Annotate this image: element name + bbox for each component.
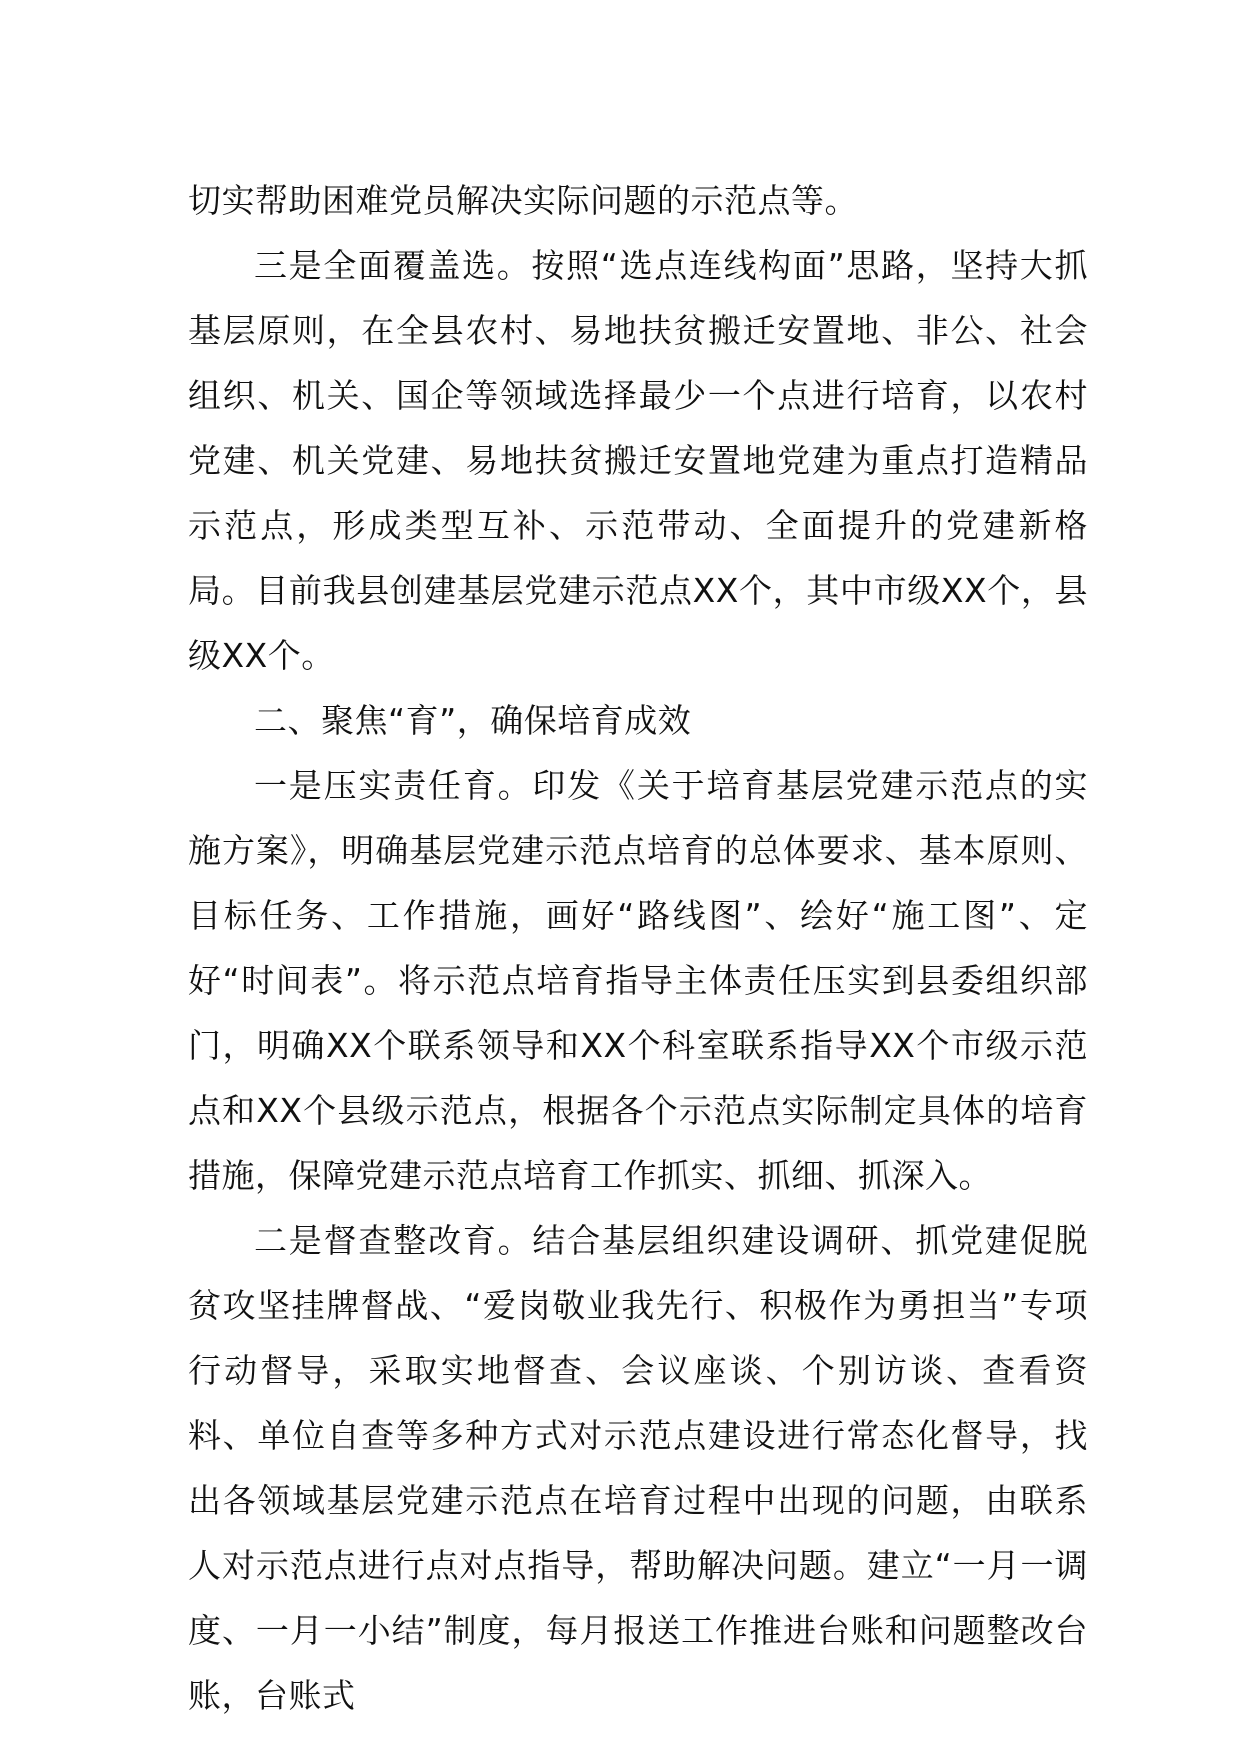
document-body — [188, 168, 1088, 1728]
paragraph-supervision-rectification: 二是督查整改育。结合基层组织建设调研、抓党建促脱贫攻坚挂牌督战、“爱岗敬业我先行、积极作为勇担当”专项行动督导，采取实地督查、会议座谈、个别访谈、查看资料、单位自查等多种方式对示范点建设进行常态化督导，找出各领域基层党建示范点在培育过程中出现的问题，由联系人对示范点进行点对点指导，帮助解决问题。建立“一月一调度、一月一小结”制度，每月报送工作推进台账和问题整改台账，台账式 — [188, 1221, 1088, 1715]
paragraph-comprehensive-selection: 三是全面覆盖选。按照“选点连线构面”思路，坚持大抓基层原则，在全县农村、易地扶贫搬迁安置地、非公、社会组织、机关、国企等领域选择最少一个点进行培育，以农村党建、机关党建、易地扶贫搬迁安置地党建为重点打造精品示范点，形成类型互补、示范带动、全面提升的党建新格局。目前我县创建基层党建示范点XX个，其中市级XX个，县级XX个。 — [188, 246, 1088, 675]
paragraph-continuation: 切实帮助困难党员解决实际问题的示范点等。 — [188, 181, 858, 220]
section-heading: 二、聚焦“育”，确保培育成效 — [254, 701, 692, 740]
paragraph-responsibility-cultivation: 一是压实责任育。印发《关于培育基层党建示范点的实施方案》，明确基层党建示范点培育的总体要求、基本原则、目标任务、工作措施，画好“路线图”、绘好“施工图”、定好“时间表”。将示范点培育指导主体责任压实到县委组织部门，明确XX个联系领导和XX个科室联系指导XX个市级示范点和XX个县级示范点，根据各个示范点实际制定具体的培育措施，保障党建示范点培育工作抓实、抓细、抓深入。 — [188, 766, 1088, 1195]
